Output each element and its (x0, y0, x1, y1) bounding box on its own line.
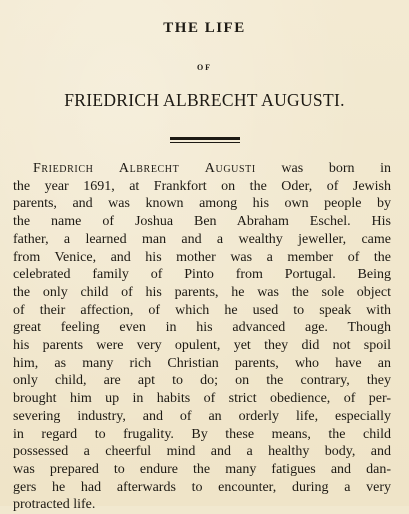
text-line: gers he had afterwards to encounter, during a very (13, 479, 391, 495)
subject-name: Friedrich Albrecht Augusti (33, 161, 256, 176)
text-line: from Venice, and his mother was a member of the (13, 249, 391, 265)
heading-of: OF (196, 63, 213, 72)
text-line: great feeling even in his advanced age. Though (13, 320, 391, 336)
text-line: the only child of his parents, he was the sole object (13, 284, 391, 300)
text-line: the year 1691, at Frankfort on the Oder, of Jewish (13, 178, 391, 194)
text-line: celebrated family of Pinto from Portugal. Being (13, 267, 391, 283)
text-line: was prepared to endure the many fatigues and dan- (13, 461, 391, 477)
rule-thin-line (170, 142, 240, 143)
ornamental-rule (170, 137, 240, 143)
heading-the-life: THE LIFE (163, 20, 246, 36)
text-line: in regard to frugality. By these means, the child (13, 426, 391, 442)
text-line: severing industry, and of an orderly life, especially (13, 408, 391, 424)
heading-name: FRIEDRICH ALBRECHT AUGUSTI. (64, 90, 345, 110)
text-line: of their affection, of which he used to speak with (13, 302, 391, 318)
body-paragraph (13, 160, 391, 514)
text-line: his parents were very opulent, yet they did not spoil (13, 338, 391, 354)
text-line: only child, are apt to do; on the contrary, they (13, 373, 391, 389)
rule-thick-line (170, 137, 240, 140)
text-line: parents, and was known among his own people by (13, 196, 391, 212)
text-line: Friedrich Albrecht Augusti was born in (33, 161, 391, 176)
text-line: father, a learned man and a wealthy jeweller, came (13, 231, 391, 247)
text-line: him, as many rich Christian parents, who have an (13, 355, 391, 371)
text-line: brought him up in habits of strict obedience, of per- (13, 391, 391, 407)
text-line: possessed a cheerful mind and a healthy body, and (13, 444, 391, 460)
text-line: the name of Joshua Ben Abraham Eschel. His (13, 214, 391, 230)
text-line: protracted life. (13, 497, 96, 513)
